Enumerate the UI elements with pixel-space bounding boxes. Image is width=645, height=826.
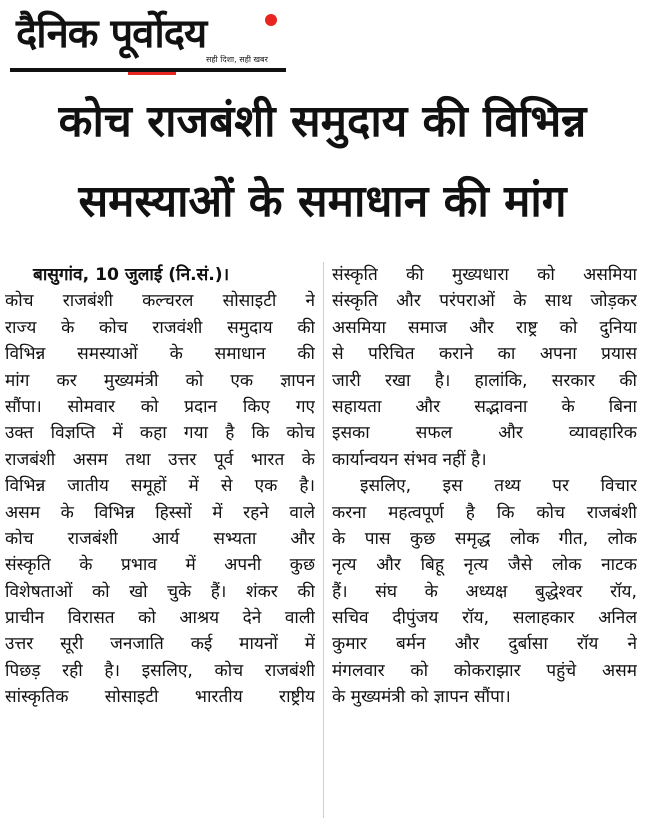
article-line: नृत्य और बिहू नृत्य जैसे लोक नाटक [332,555,637,576]
brand-dot-icon [265,14,277,26]
article-line: से परिचित कराने का अपना प्रयास [332,344,637,365]
article-column-right [332,262,637,818]
article-line: पिछड़ रही है। इसलिए, कोच राजबंशी [5,660,315,681]
article-line: विशेषताओं को खो चुके हैं। शंकर की [5,581,315,602]
article-line: कुमार बर्मन और दुर्बासा रॉय ने [332,634,637,655]
article-line: उत्तर सूरी जनजाति कई मायनों में [5,634,315,655]
article-line: सहायता और सद्भावना के बिना [332,396,637,417]
article-line: मांग कर मुख्यमंत्री को एक ज्ञापन [5,370,315,391]
article-line: सांस्कृतिक सोसाइटी भारतीय राष्ट्रीय [5,687,315,708]
article-line: प्राचीन विरासत को आश्रय देने वाली [5,608,315,629]
masthead-accent-rule [128,72,176,75]
masthead [10,4,286,74]
article-line: विभिन्न जातीय समूहों में से एक है। [5,476,315,497]
article-line: के पास कुछ समृद्ध लोक गीत, लोक [332,528,637,549]
dateline: बासुगांव, 10 जुलाई (नि.सं.)। [33,265,230,285]
headline-line-1: कोच राजबंशी समुदाय की विभिन्न [58,96,587,147]
article-line: विभिन्न समस्याओं के समाधान की [5,344,315,365]
article-line: संस्कृति के प्रभाव में अपनी कुछ [5,555,315,576]
article-line: इसलिए, इस तथ्य पर विचार [360,476,637,497]
newspaper-tagline: सही दिशा, सही खबर [206,55,268,64]
article-line: के मुख्यमंत्री को ज्ञापन सौंपा। [332,687,511,708]
newspaper-name: दैनिक पूर्वोदय [16,11,207,57]
article-line: मंगलवार को कोकराझार पहुंचे असम [332,660,637,681]
article-line: संस्कृति और परंपराओं के साथ जोड़कर [332,291,637,312]
article-line: उक्त विज्ञप्ति में कहा गया है कि कोच [5,423,315,444]
headline-line-2: समस्याओं के समाधान की मांग [78,176,567,227]
article-line: असम के विभिन्न हिस्सों में रहने वाले [5,502,315,523]
article-column-left [5,262,315,818]
article-line: सचिव दीपुंजय रॉय, सलाहकार अनिल [332,608,637,629]
article-line: असमिया समाज और राष्ट्र को दुनिया [332,317,637,338]
article-line: इसका सफल और व्यावहारिक [332,423,637,444]
article-line: सौंपा। सोमवार को प्रदान किए गए [5,396,315,417]
column-divider [323,262,324,818]
article-line: जारी रखा है। हालांकि, सरकार की [332,370,637,391]
article-line: करना महत्वपूर्ण है कि कोच राजबंशी [332,502,637,523]
article-line: हैं। संघ के अध्यक्ष बुद्धेश्वर रॉय, [332,581,637,602]
article-line: राजबंशी असम तथा उत्तर पूर्व भारत के [5,449,315,470]
article-line: कोच राजबंशी कल्चरल सोसाइटी ने [5,291,315,312]
article-line: संस्कृति की मुख्यधारा को असमिया [332,265,637,285]
article-line: कार्यान्वयन संभव नहीं है। [332,449,487,470]
article-line: राज्य के कोच राजवंशी समुदाय की [5,317,315,338]
article-line: कोच राजबंशी आर्य सभ्यता और [5,528,315,549]
